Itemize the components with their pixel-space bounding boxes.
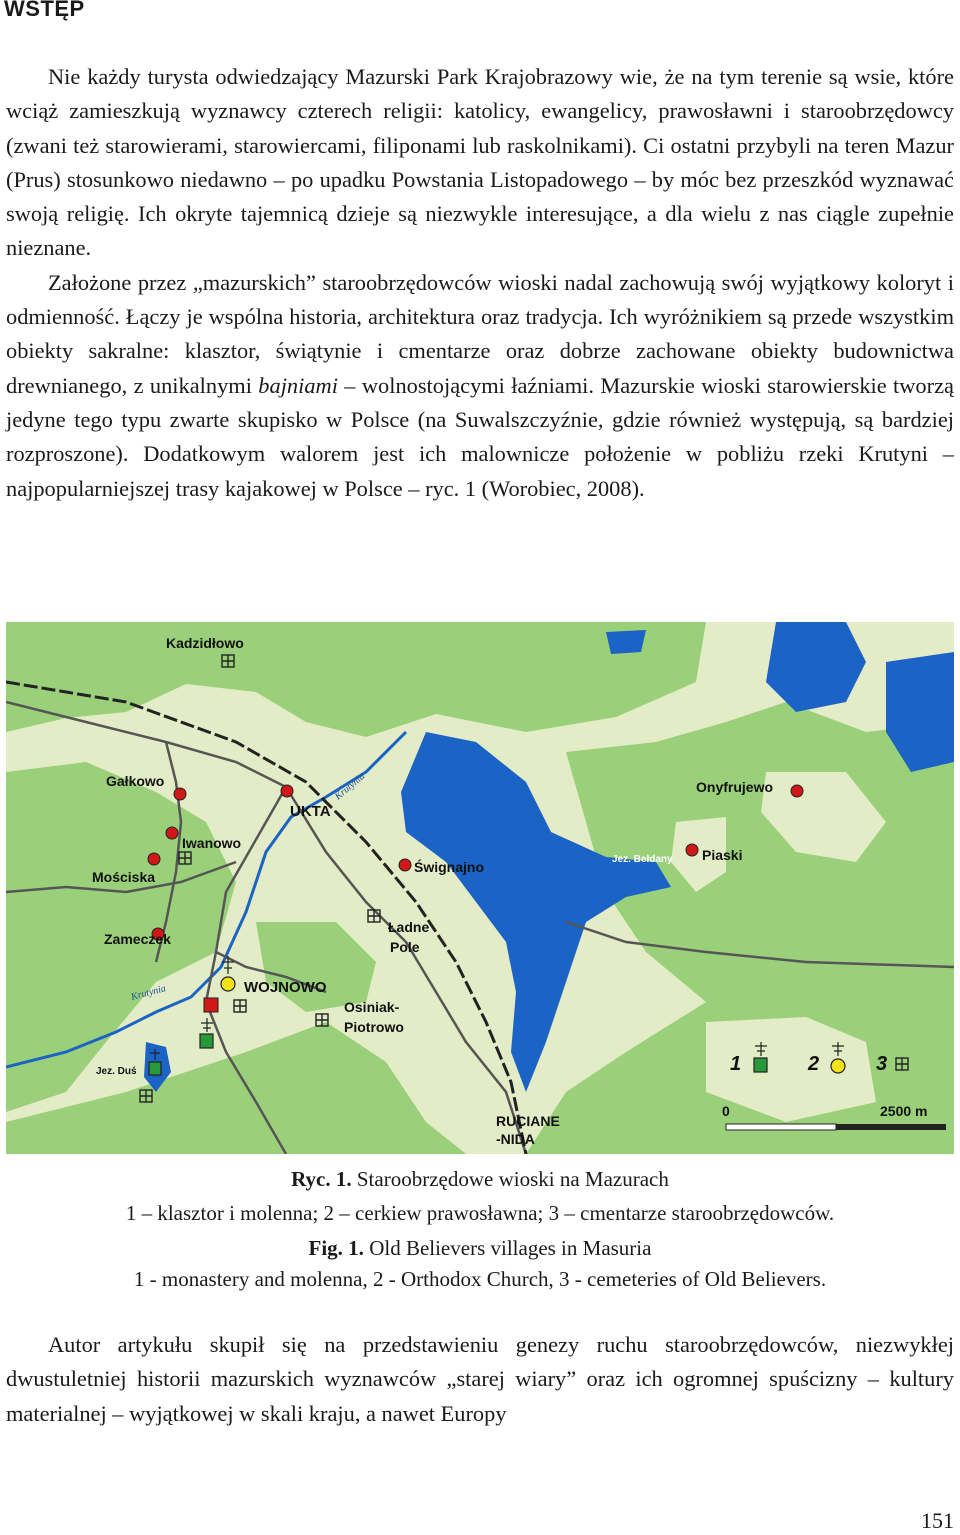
paragraph-3: Autor artykułu skupił się na przedstawieniu genezy ruchu staroobrzędowców, niezwykłej dwustuletniej historii mazurskich wyznawców „starej wiary” oraz ich ogromnej spuścizny – kultury materialnej – wyjątkowej w skali kraju, a nawet Europy [6, 1332, 954, 1426]
map-svg [6, 622, 954, 1154]
paragraph-1: Nie każdy turysta odwiedzający Mazurski Park Krajobrazowy wie, że na tym terenie są wsie, które wciąż zamieszkują wyznawcy czterech religii: katolicy, ewangelicy, prawosławni i staroobrzędowcy (zwani też starowierami, starowiercami, filiponami lub raskolnikami). Ci ostatni przybyli na teren Mazur (Prus) stosunkowo niedawno – po upadku Powstania Listopadowego – by móc bez przeszkód wyznawać swoją religię. Ich okryte tajemnicą dzieje są niezwykle interesujące, a dla wielu z nas ciągle zupełnie nieznane. [6, 64, 954, 261]
label-jez-dus: Jez. Duś [96, 1066, 137, 1077]
paragraph-2-text-b: – wolnostojącymi łaźniami. Mazurskie wioski starowierskie tworzą jedyne tego typu zwarte skupisko w Polsce (na Suwalszczyźnie, gdzie również występują, są bardziej rozproszone). Dodatkowym walorem jest ich malownicze położenie w pobliżu rzeki Krutyni – najpopularniejszej trasy kajakowej w Polsce – ryc. 1 (Worobiec, 2008). [6, 372, 954, 501]
paragraph-2-text-a: Założone przez „mazurskich” staroobrzędowców wioski nadal zachowują swój wyjątkowy koloryt i odmienność. Łączy je wspólna historia, architektura oraz tradycja. Ich wyróżnikiem są przede wszystkim obiekty sakralne: klasztor, świątynie i cmentarze oraz dobrze zachowane obiekty budownictwa drewnianego, z unikalnymi [6, 269, 954, 398]
label-mosciska: Mościska [92, 869, 156, 885]
label-swignajno: Śwignajno [414, 859, 484, 875]
caption-pl-legend: 1 – klasztor i molenna; 2 – cerkiew prawosławna; 3 – cmentarze staroobrzędowców. [125, 1201, 835, 1225]
label-kadzidlowo: Kadzidłowo [166, 635, 244, 651]
scale-label-start: 0 [722, 1103, 730, 1119]
red-marker-onyfrujewo [791, 785, 803, 797]
red-square-wojnowo [204, 998, 218, 1012]
red-marker-mosciska [148, 853, 160, 865]
label-jez-beldany: Jez. Bełdany [612, 854, 673, 865]
legend-label-1: 1 [730, 1053, 742, 1075]
red-marker-iwanowo [166, 827, 178, 839]
section-heading: WSTĘP [4, 0, 85, 21]
label-ladne: Ładne [388, 919, 430, 935]
caption-pl-label: Ryc. 1. [291, 1167, 352, 1191]
label-krutynia-south: Krutynia [129, 983, 168, 1003]
caption-en-title: Old Believers villages in Masuria [369, 1236, 652, 1260]
caption-pl-title-line [0, 1164, 960, 1194]
legend-label-3: 3 [876, 1053, 888, 1075]
label-wojnowo: WOJNOWO [244, 979, 327, 996]
red-marker-galkowo [174, 788, 186, 800]
legend-label-2: 2 [808, 1053, 820, 1075]
paragraph-2 [6, 266, 954, 506]
label-ruciane: RUCIANE [496, 1113, 560, 1129]
intro-paragraphs [6, 60, 954, 506]
label-piotrowo: Piotrowo [344, 1019, 404, 1035]
lake-small-north [606, 630, 646, 654]
red-marker-swignajno [399, 859, 411, 871]
label-osiniak: Osiniak- [344, 999, 400, 1015]
monastery-symbol-dus [149, 1049, 161, 1075]
label-krutynia-north: Krutynia [332, 771, 368, 803]
map-figure [6, 622, 954, 1154]
label-galkowo: Gałkowo [106, 773, 165, 789]
caption-en-title-line [0, 1233, 960, 1263]
label-pole: Pole [390, 939, 420, 955]
caption-pl-title: Staroobrzędowe wioski na Mazurach [356, 1167, 669, 1191]
label-piaski: Piaski [702, 847, 743, 863]
italic-term-bajniami: bajniami [258, 372, 338, 398]
red-marker-piaski [686, 844, 698, 856]
closing-paragraph-block [6, 1328, 954, 1431]
caption-en-legend: 1 - monastery and molenna, 2 - Orthodox Church, 3 - cemeteries of Old Believers. [133, 1267, 827, 1291]
label-onyfrujewo: Onyfrujewo [696, 779, 774, 795]
caption-en-label: Fig. 1. [308, 1236, 364, 1260]
label-iwanowo: Iwanowo [182, 835, 242, 851]
scale-bar [726, 1124, 946, 1130]
label-zameczek: Zameczek [104, 931, 171, 947]
page-number: 151 [921, 1508, 954, 1533]
scale-label-end: 2500 m [880, 1103, 928, 1119]
red-marker-ukta [281, 785, 293, 797]
label-ukta: UKTA [290, 803, 331, 820]
label-nida: -NIDA [496, 1131, 535, 1147]
